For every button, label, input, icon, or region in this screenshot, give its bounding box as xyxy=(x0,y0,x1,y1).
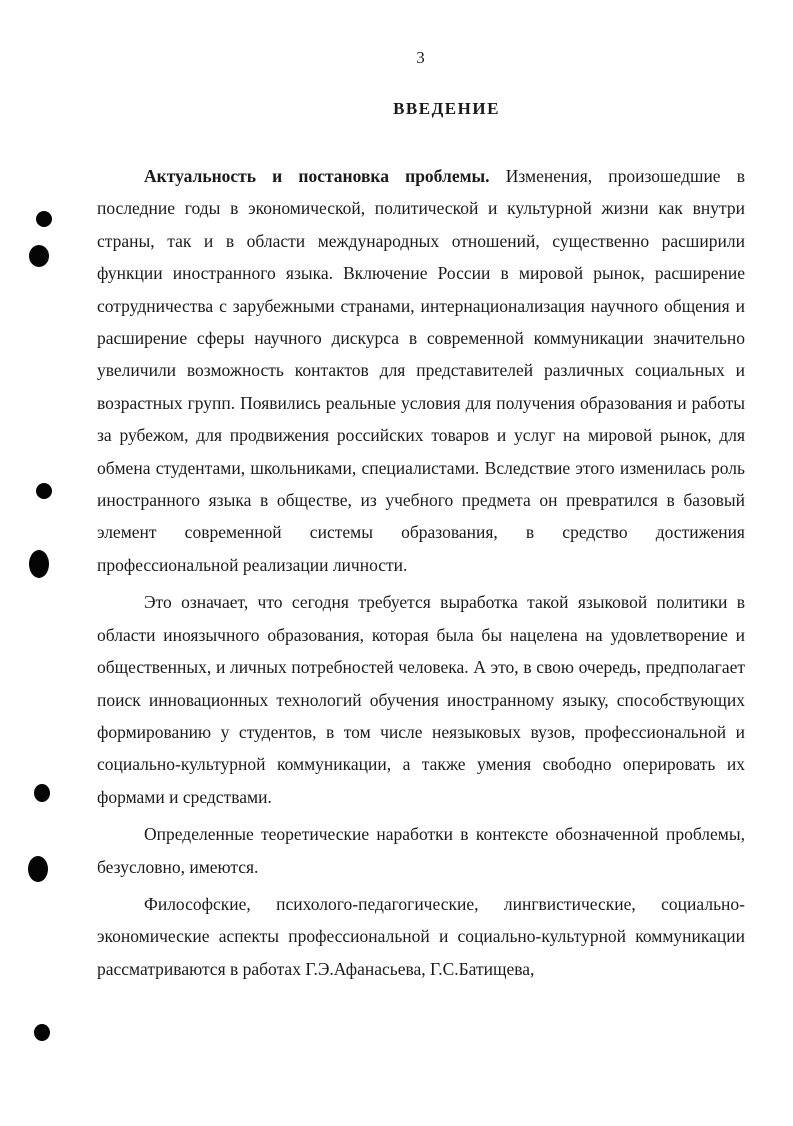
punch-hole xyxy=(28,856,48,882)
paragraph-text: Изменения, произошедшие в последние годы в экономической, политической и культурной жизни как внутри страны, так и в области международных отношений, существенно расширили функции иностранного языка. Включение России в мировой рынок, расширение сотрудничества с зарубежными странами, интернационализация научного общения и расширение сферы научного дискурса в современной коммуникации значительно увеличили возможность контактов для представителей различных социальных и возрастных групп. Появились реальные условия для получения образования и работы за рубежом, для продвижения российских товаров и услуг на мировой рынок, для обмена студентами, школьниками, специалистами. Вследствие этого изменилась роль иностранного языка в обществе, из учебного предмета он превратился в базовый элемент современной системы образования, в средство достижения профессиональной реализации личности. xyxy=(97,166,745,575)
punch-hole xyxy=(34,784,50,802)
body-text xyxy=(97,160,745,990)
punch-hole xyxy=(29,245,49,267)
page-number: 3 xyxy=(416,48,425,67)
punch-hole xyxy=(36,211,52,227)
paragraph-language-policy: Это означает, что сегодня требуется выработка такой языковой политики в области иноязычного образования, которая была бы нацелена на удовлетворение и общественных, и личных потребностей человека. А это, в свою очередь, предполагает поиск инновационных технологий обучения иностранному языку, способствующих формированию у студентов, в том числе неязыковых вузов, профессиональной и социально-культурной коммуникации, а также умения свободно оперировать их формами и средствами. xyxy=(97,592,745,807)
paragraph-relevance xyxy=(97,160,745,581)
punch-hole xyxy=(34,1024,50,1041)
punch-hole xyxy=(36,483,52,499)
punch-hole xyxy=(29,550,49,578)
paragraph-lead: Актуальность и постановка проблемы. xyxy=(144,166,490,186)
paragraph-theoretical: Определенные теоретические наработки в контексте обозначенной проблемы, безусловно, имеются. xyxy=(97,824,745,877)
section-heading: ВВЕДЕНИЕ xyxy=(393,99,500,118)
paragraph-aspects: Философские, психолого-педагогические, лингвистические, социально-экономические аспекты профессиональной и социально-культурной коммуникации рассматриваются в работах Г.Э.Афанасьева, Г.С.Батищева, xyxy=(97,893,745,979)
